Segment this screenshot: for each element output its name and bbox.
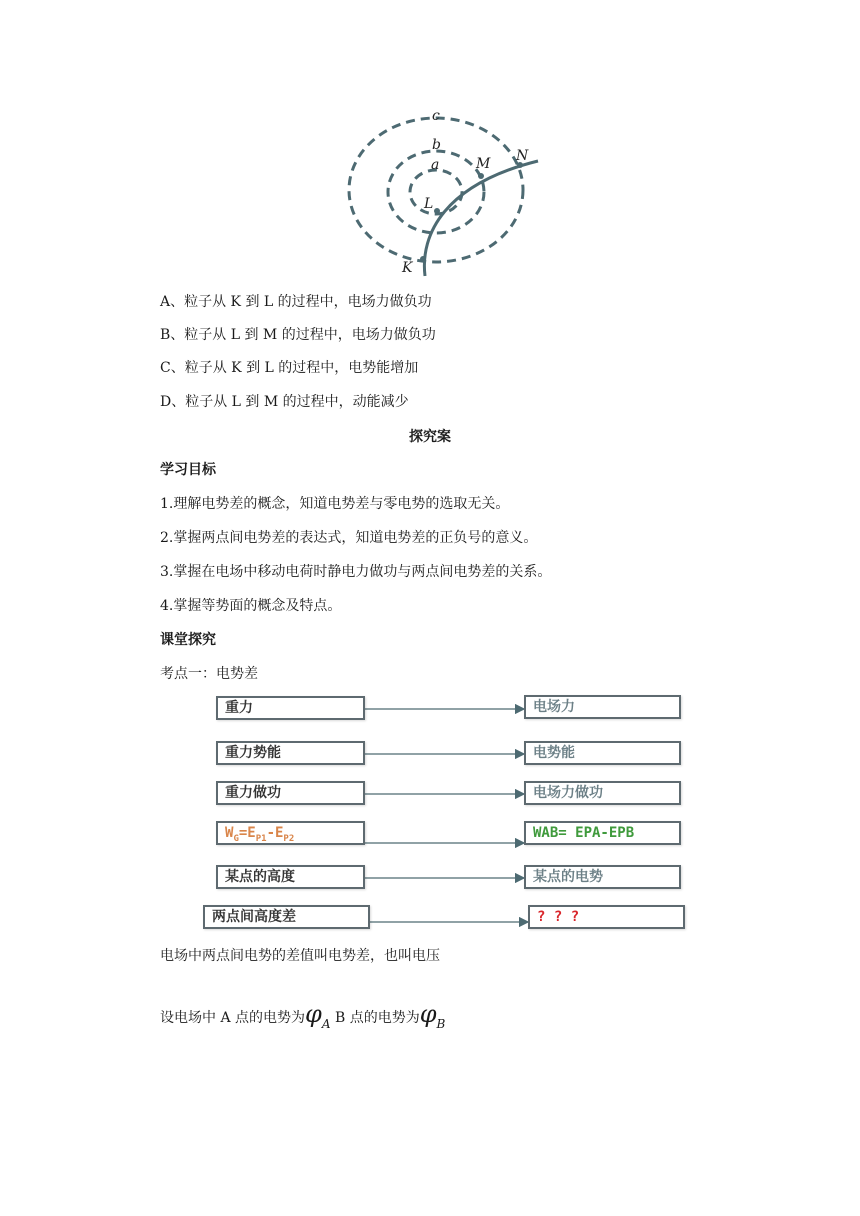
formula-p2-sub: P2 xyxy=(283,833,295,844)
label-c: c xyxy=(432,108,440,124)
label-b: b xyxy=(432,137,441,153)
gravity-box: 重力 xyxy=(216,696,365,720)
equipotential-diagram xyxy=(340,104,550,280)
gravity-pe-box: 重力势能 xyxy=(216,741,365,765)
explore-heading: 课堂探究 xyxy=(160,632,216,648)
phi-a-sub: A xyxy=(321,1016,331,1031)
goal-item-1: 1.理解电势差的概念，知道电势差与零电势的选取无关。 xyxy=(160,496,510,512)
circle-a xyxy=(410,170,462,214)
formula-minus: -E xyxy=(266,825,284,841)
phi-b: φ xyxy=(419,1000,437,1028)
formula-w: W xyxy=(225,825,234,841)
formula-w-sub: G xyxy=(233,833,239,844)
formula-p1-sub: P1 xyxy=(255,833,267,844)
equipotential-figure xyxy=(340,104,550,280)
section-title: 探究案 xyxy=(409,429,451,445)
phi-b-symbol xyxy=(419,1000,446,1031)
electric-pe-box: 电势能 xyxy=(524,741,681,765)
electric-work-formula-box: WAB= EPA-EPB xyxy=(524,821,681,845)
height-diff-box: 两点间高度差 xyxy=(203,905,370,929)
potential-diff-box: ? ? ? xyxy=(528,905,685,929)
formula-eq: =E xyxy=(238,825,256,841)
goals-heading: 学习目标 xyxy=(160,462,216,478)
phi-a-symbol xyxy=(305,1000,331,1031)
point-l xyxy=(434,208,440,214)
definition-text: 电场中两点间电势的差值叫电势差，也叫电压 xyxy=(160,948,440,964)
potential-text-2: B 点的电势为 xyxy=(330,1010,420,1026)
electric-force-box: 电场力 xyxy=(524,695,681,719)
label-a: a xyxy=(431,157,440,173)
goal-item-4: 4.掌握等势面的概念及特点。 xyxy=(160,598,342,614)
label-k: K xyxy=(402,260,413,276)
label-m: M xyxy=(476,156,491,172)
point-m xyxy=(478,173,484,179)
point-k xyxy=(420,256,426,262)
gravity-work-box: 重力做功 xyxy=(216,781,365,805)
height-box: 某点的高度 xyxy=(216,865,365,889)
potential-box: 某点的电势 xyxy=(524,865,681,889)
goal-item-3: 3.掌握在电场中移动电荷时静电力做功与两点间电势差的关系。 xyxy=(160,564,552,580)
gravity-work-formula-box xyxy=(216,821,365,845)
potential-statement xyxy=(160,996,445,1032)
potential-text-1: 设电场中 A 点的电势为 xyxy=(160,1010,306,1026)
option-b: B、粒子从 L 到 M 的过程中，电场力做负功 xyxy=(160,327,436,343)
label-n: N xyxy=(516,148,529,164)
option-d: D、粒子从 L 到 M 的过程中，动能减少 xyxy=(160,394,409,410)
label-l: L xyxy=(424,196,434,212)
phi-a: φ xyxy=(305,1000,322,1028)
phi-b-sub: B xyxy=(436,1016,446,1031)
topic-label: 考点一：电势差 xyxy=(160,666,258,682)
option-a: A、粒子从 K 到 L 的过程中，电场力做负功 xyxy=(160,294,432,310)
option-c: C、粒子从 K 到 L 的过程中，电势能增加 xyxy=(160,360,419,376)
electric-work-box: 电场力做功 xyxy=(524,781,681,805)
goal-item-2: 2.掌握两点间电势差的表达式，知道电势差的正负号的意义。 xyxy=(160,530,538,546)
